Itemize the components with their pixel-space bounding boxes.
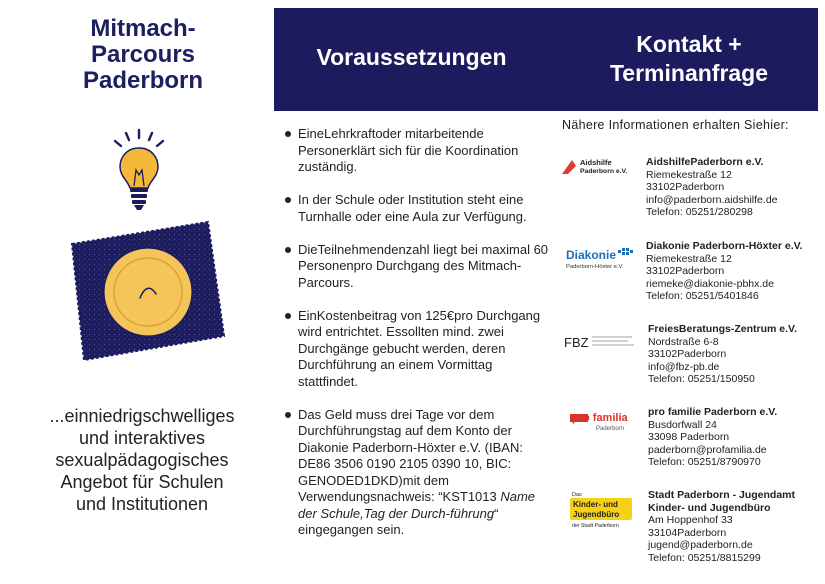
title-line-2: Parcours [90, 41, 196, 68]
title-line-1: Mitmach- [90, 15, 196, 42]
contact-email[interactable]: jugend@paderborn.de [648, 539, 753, 551]
contact-street: Busdorfwall 24 [648, 418, 717, 431]
contact-street: Riemekestraße 12 [646, 168, 732, 181]
contact-name: pro familie Paderborn e.V. [648, 406, 778, 418]
tagline-line-2: und interaktives [78, 428, 206, 448]
contact-city: 33102Paderborn [646, 181, 725, 193]
heading-kontakt-line-1: Kontakt + [636, 31, 742, 57]
aidshilfe-details [646, 156, 824, 219]
contact-name: Diakonie Paderborn-Höxter e.V. [646, 240, 803, 252]
payment-text: Das Geld muss drei Tage vor dem Durchführungstag auf dem Konto der Diakonie Paderborn-Höxter e.V. (IBAN: DE86 3506 0190 2105 0390 10, BIC: GENODED1DKD)mit dem Verwendungsnachweis: “KST1013 [298, 406, 523, 504]
contact-name: AidshilfePaderborn e.V. [646, 156, 764, 168]
contact-intro: Nähere Informationen erhalten Siehier: [562, 118, 789, 132]
contact-phone: Telefon: 05251/280298 [646, 206, 753, 218]
requirement-item-payment [284, 407, 552, 539]
diakonie-logo-line-2: Paderborn-Höxter e.V. [566, 264, 624, 270]
heading-kontakt-line-2: Terminanfrage [609, 60, 769, 86]
requirement-item: In der Schule oder Institution steht eine Turnhalle oder eine Aula zur Verfügung. [284, 192, 552, 225]
contact-city: 33102Paderborn [648, 348, 727, 360]
contact-phone: Telefon: 05251/8790970 [648, 456, 761, 468]
requirement-item: EineLehrkraftoder mitarbeitende Personerklärt sich für die Koordination zuständig. [284, 126, 552, 176]
profamilia-logo-line-2: Paderborn [596, 426, 625, 432]
condom-package-icon [58, 218, 228, 364]
contact-fbz [560, 323, 822, 403]
contact-street: Riemekestraße 12 [646, 252, 732, 265]
fbz-logo-text: FBZ [564, 335, 589, 350]
requirement-item: DieTeilnehmendenzahl liegt bei maximal 60 Personenpro Durchgang des Mitmach-Parcours. [284, 242, 552, 292]
contact-stadt [560, 489, 822, 569]
profamilia-details [648, 406, 825, 469]
light-bulb-icon [108, 128, 170, 218]
heading-kontakt [560, 30, 818, 88]
contact-email[interactable]: info@paderborn.aidshilfe.de [646, 193, 778, 206]
requirements-list [284, 126, 552, 555]
contact-name: Stadt Paderborn - Jugendamt Kinder- und Jugendbüro [648, 489, 796, 514]
contact-name: FreiesBeratungs-Zentrum e.V. [648, 323, 797, 335]
aidshilfe-logo-line-2: Paderborn e.V. [580, 168, 628, 175]
contact-aidshilfe [560, 156, 822, 236]
fbz-logo [560, 331, 640, 371]
contact-phone: Telefon: 05251/150950 [648, 373, 755, 385]
contact-street: Nordstraße 6-8 [648, 335, 719, 348]
flyer-title [28, 16, 258, 94]
contact-city: 33098 Paderborn [648, 431, 730, 443]
stadt-logo-line-0: Das [572, 492, 582, 498]
tagline-line-3: sexualpädagogisches [55, 450, 229, 470]
aidshilfe-logo [560, 156, 640, 196]
fbz-details [648, 323, 825, 386]
stadt-details [648, 489, 824, 564]
profamilia-logo-line-1: pro familia [572, 412, 628, 424]
title-line-3: Paderborn [82, 67, 204, 94]
contact-phone: Telefon: 05251/5401846 [646, 290, 759, 302]
contact-city: 33104Paderborn [648, 526, 727, 539]
heading-voraussetzungen: Voraussetzungen [316, 44, 507, 70]
stadt-logo-line-1: Kinder- und [573, 500, 618, 509]
stadt-logo-line-2: Jugendbüro [573, 510, 620, 519]
diakonie-logo-line-1: Diakonie [566, 248, 617, 262]
tagline-line-5: und Institutionen [75, 494, 209, 514]
tagline-line-1: ...einniedrigschwelliges [49, 406, 235, 426]
diakonie-logo [560, 242, 640, 282]
contact-phone: Telefon: 05251/8815299 [648, 551, 761, 564]
contact-email[interactable]: paderborn@profamilia.de [648, 443, 767, 456]
diakonie-details [646, 240, 824, 303]
contact-email[interactable]: riemeke@diakonie-pbhx.de [646, 277, 774, 290]
contact-diakonie [560, 240, 822, 320]
profamilia-logo [560, 408, 640, 448]
flyer-tagline [18, 405, 266, 515]
stadt-logo-line-3: der Stadt Paderborn [572, 523, 619, 529]
aidshilfe-logo-line-1: Aidshilfe [580, 158, 612, 167]
payment-reference-italic: Name der Schule,Tag der Durch-führung [298, 489, 536, 521]
payment-text-end: “ eingegangen sein. [298, 505, 499, 537]
contact-street: Am Hoppenhof 33 [648, 514, 733, 526]
stadt-logo [560, 489, 640, 533]
contact-email[interactable]: info@fbz-pb.de [648, 360, 720, 373]
requirement-item: EinKostenbeitrag von 125€pro Durchgang wird entrichtet. Essollten mind. zwei Durchgänge gebucht werden, deren Durchführung an einem Vormittag stattfindet. [284, 308, 552, 391]
contact-city: 33102Paderborn [646, 265, 725, 277]
tagline-line-4: Angebot für Schulen [60, 472, 224, 492]
contact-profamilia [560, 406, 822, 486]
